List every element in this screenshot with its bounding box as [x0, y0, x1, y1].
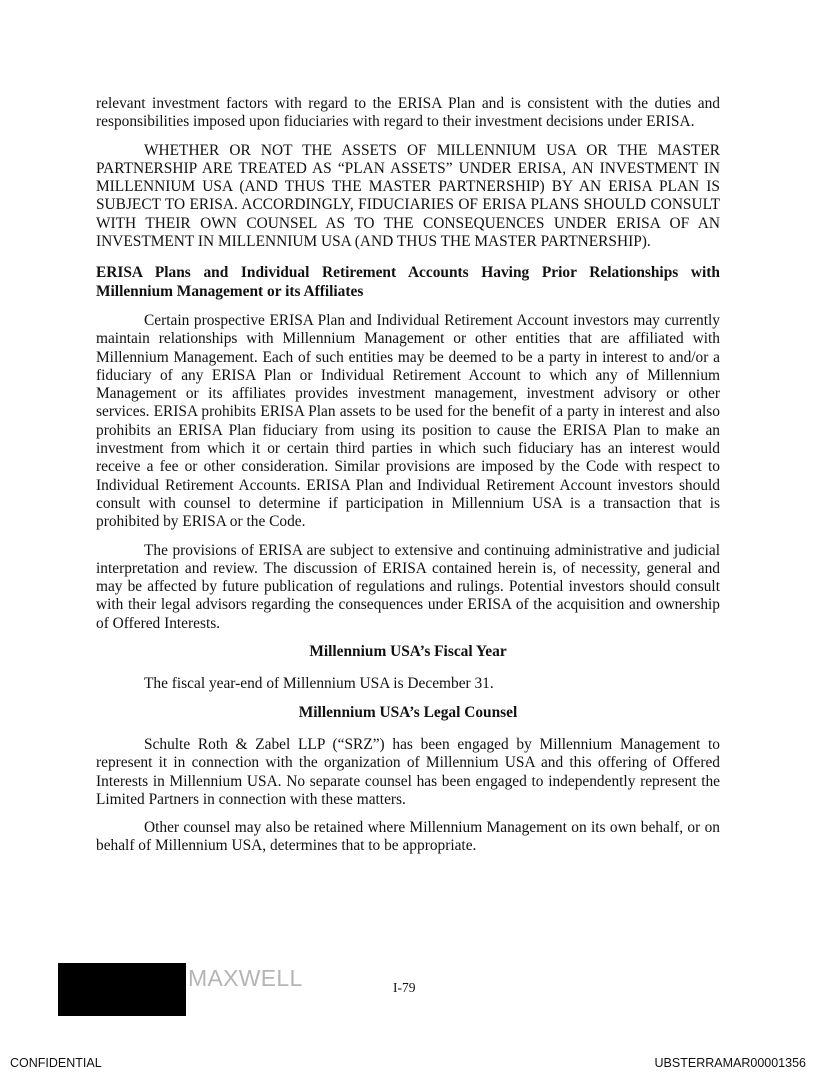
maxwell-watermark: MAXWELL [188, 965, 303, 991]
section-heading-legal-counsel: Millennium USA’s Legal Counsel [298, 703, 518, 721]
paragraph-other-counsel: Other counsel may also be retained where Millennium Management on its own behalf, or on behalf of Millennium USA, determines that to be appropriate. [96, 819, 720, 855]
footer-bates-number: UBSTERRAMAR00001356 [654, 1056, 806, 1070]
page-body [96, 95, 720, 866]
paragraph-fiscal-year: The fiscal year-end of Millennium USA is December 31. [144, 675, 494, 693]
footer-confidential: CONFIDENTIAL [10, 1056, 102, 1070]
redaction-box [58, 963, 186, 1016]
paragraph-legal-counsel: Schulte Roth & Zabel LLP (“SRZ”) has been engaged by Millennium Management to represent it in connection with the organization of Millennium USA and this offering of Offered Interests in Millennium USA. No separate counsel has been engaged to independently represent the Limited Partners in connection with these matters. [96, 735, 720, 808]
paragraph-erisa-factors: relevant investment factors with regard to the ERISA Plan and is consistent with the duties and responsibilities imposed upon fiduciaries with regard to their investment decisions under ERISA. [96, 95, 720, 131]
paragraph-plan-assets-warning: WHETHER OR NOT THE ASSETS OF MILLENNIUM USA OR THE MASTER PARTNERSHIP ARE TREATED AS “PLAN ASSETS” UNDER ERISA, AN INVESTMENT IN MILLENNIUM USA (AND THUS THE MASTER PARTNERSHIP) BY AN ERISA PLAN IS SUBJECT TO ERISA. ACCORDINGLY, FIDUCIARIES OF ERISA PLANS SHOULD CONSULT WITH THEIR OWN COUNSEL AS TO THE CONSEQUENCES UNDER ERISA OF AN INVESTMENT IN MILLENNIUM USA (AND THUS THE MASTER PARTNERSHIP). [96, 141, 720, 251]
paragraph-prior-relationships: Certain prospective ERISA Plan and Individual Retirement Account investors may currently maintain relationships with Millennium Management or other entities that are affiliated with Millennium Management. Each of such entities may be deemed to be a party in interest to and/or a fiduciary of any ERISA Plan or Individual Retirement Account to which any of Millennium Management or its affiliates provides investment management, investment advisory or other services. ERISA prohibits ERISA Plan assets to be used for the benefit of a party in interest and also prohibits an ERISA Plan fiduciary from using its position to cause the ERISA Plan to make an investment from which it or certain third parties in which such fiduciary has an interest would receive a fee or other consideration. Similar provisions are imposed by the Code with respect to Individual Retirement Accounts. ERISA Plan and Individual Retirement Account investors should consult with counsel to determine if participation in Millennium USA is a transaction that is prohibited by ERISA or the Code. [96, 311, 720, 531]
paragraph-erisa-interpretation: The provisions of ERISA are subject to extensive and continuing administrative and judicial interpretation and review. The discussion of ERISA contained herein is, of necessity, general and may be affected by future publication of regulations and rulings. Potential investors should consult with their legal advisors regarding the consequences under ERISA of the acquisition and ownership of Offered Interests. [96, 541, 720, 632]
section-heading-prior-relationships: ERISA Plans and Individual Retirement Accounts Having Prior Relationships with Millennium Management or its Affiliates [96, 264, 720, 300]
page-number: I-79 [393, 980, 416, 995]
section-heading-fiscal-year: Millennium USA’s Fiscal Year [309, 643, 507, 661]
